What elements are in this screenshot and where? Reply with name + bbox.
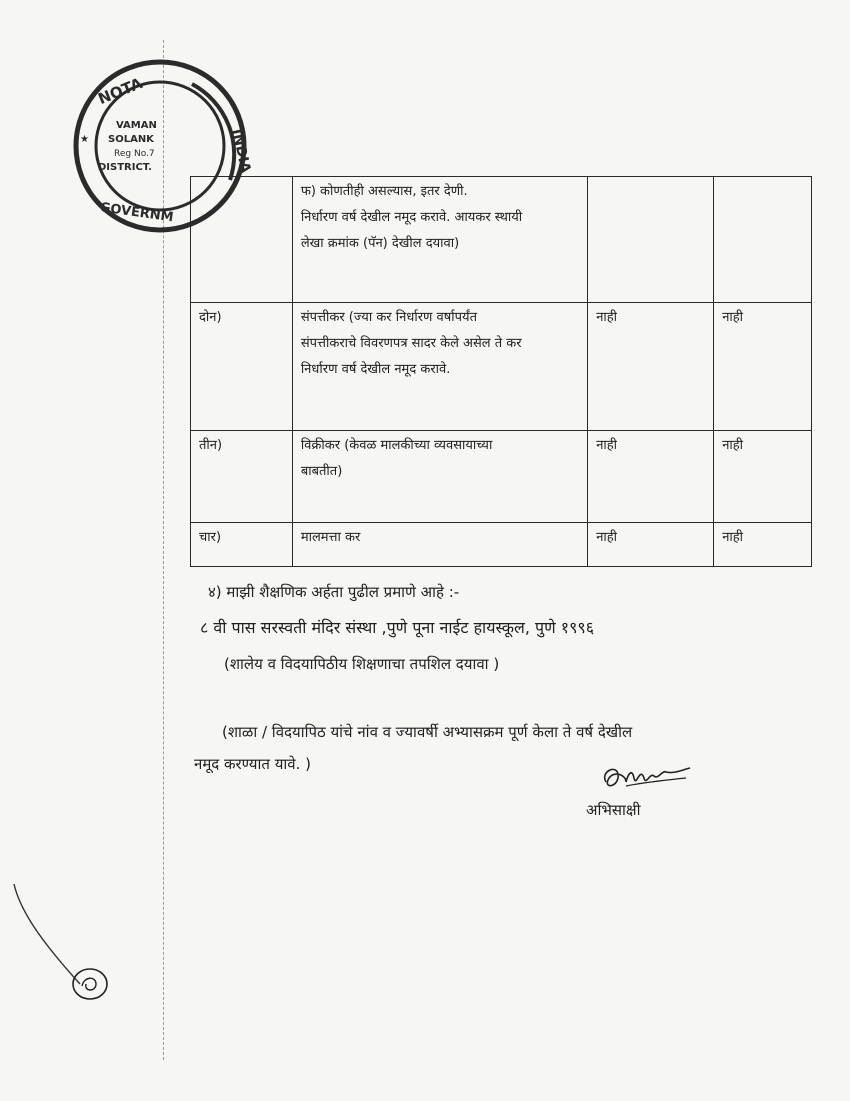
row-value-1: नाही [588, 431, 714, 523]
description-line: बाबतीत) [300, 464, 343, 479]
stamp-seal-graphic [60, 58, 175, 226]
stamp-line-4: DISTRICT. [98, 162, 152, 173]
signer-label: अभिसाक्षी [586, 801, 641, 819]
description-line: मालमत्ता कर [300, 530, 361, 545]
instruction-line-1: (शाळा / विदयापिठ यांचे नांव व ज्यावर्षी अभ्यासक्रम पूर्ण केला ते वर्ष देखील [222, 723, 633, 741]
description-line: संपत्तीकराचे विवरणपत्र सादर केले असेल ते कर [300, 336, 522, 351]
signature-graphic [596, 760, 696, 800]
row-value-1: नाही [588, 303, 714, 431]
liabilities-table [190, 176, 812, 567]
description-line: फ) कोणतीही असल्यास, इतर देणी. [300, 184, 468, 199]
row-value-2 [714, 177, 812, 303]
row-number: चार) [191, 523, 293, 567]
education-note: (शालेय व विदयापिठीय शिक्षणाचा तपशिल दयावा ) [224, 655, 500, 673]
row-number: दोन) [191, 303, 293, 431]
stamp-title: NOTA [95, 74, 145, 109]
row-value-2: नाही [714, 303, 812, 431]
circled-mark-icon [62, 958, 112, 1008]
instruction-line-2: नमूद करण्यात यावे. ) [194, 755, 312, 773]
row-value-1: नाही [588, 523, 714, 567]
row-value-2: नाही [714, 523, 812, 567]
description-line: संपत्तीकर (ज्या कर निर्धारण वर्षापर्यंत [300, 310, 477, 325]
table-row [191, 431, 812, 523]
table-row [191, 523, 812, 567]
row-description [292, 431, 587, 523]
section-heading: ४) माझी शैक्षणिक अर्हता पुढील प्रमाणे आहे :- [208, 583, 460, 601]
description-line: निर्धारण वर्ष देखील नमूद करावे. आयकर स्थायी [300, 210, 523, 225]
education-detail: ८ वी पास सरस्वती मंदिर संस्था ,पुणे पूना नाईट हायस्कूल, पुणे १९९६ [200, 618, 595, 637]
table-row [191, 177, 812, 303]
notary-stamp [60, 58, 175, 226]
row-description [292, 303, 587, 431]
description-line: निर्धारण वर्ष देखील नमूद करावे. [300, 362, 451, 377]
table-row [191, 303, 812, 431]
row-number: तीन) [191, 431, 293, 523]
row-description [292, 523, 587, 567]
stamp-line-2: SOLANK [108, 134, 154, 145]
row-number [191, 177, 293, 303]
stamp-line-3: Reg No.7 [114, 149, 155, 159]
stamp-side-text: INDIA [228, 127, 254, 175]
description-line: विक्रीकर (केवळ मालकीच्या व्यवसायाच्या [300, 438, 493, 453]
description-line: लेखा क्रमांक (पॅन) देखील दयावा) [300, 236, 460, 251]
row-value-2: नाही [714, 431, 812, 523]
stamp-bottom: GOVERNM [98, 200, 175, 226]
stamp-star-icon: ★ [80, 134, 89, 145]
row-value-1 [588, 177, 714, 303]
row-description [292, 177, 587, 303]
stamp-line-1: VAMAN [116, 120, 157, 131]
